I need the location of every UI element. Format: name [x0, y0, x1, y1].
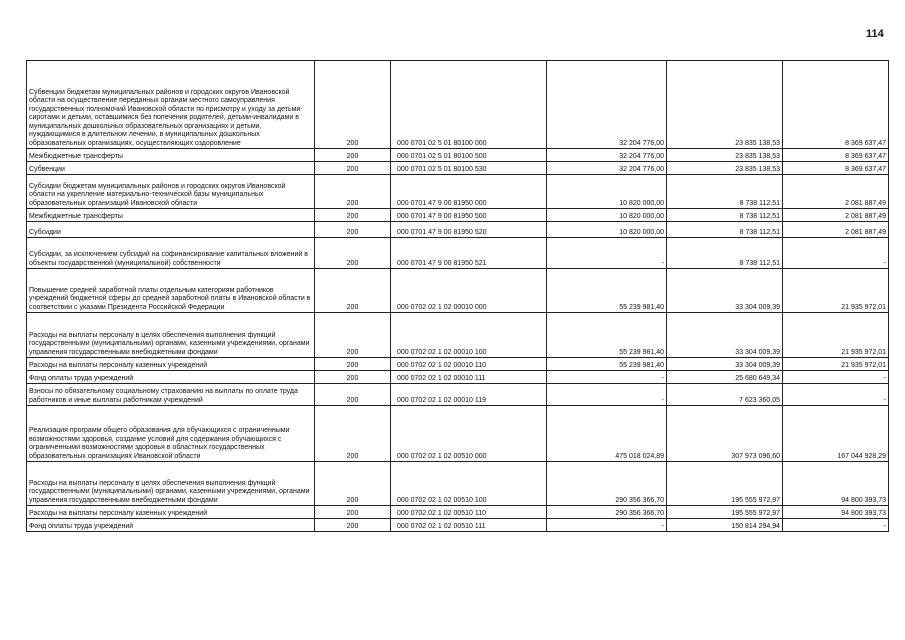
table-row — [27, 371, 889, 384]
table-row — [27, 519, 889, 532]
row-unexecuted: 94 800 393,73 — [783, 462, 889, 506]
row-unexecuted: 8 369 637,47 — [783, 162, 889, 175]
row-approved: 10 820 000,00 — [547, 209, 667, 222]
row-code: 200 — [315, 209, 391, 222]
table-row — [27, 238, 889, 269]
row-approved: 10 820 000,00 — [547, 222, 667, 238]
table-row — [27, 175, 889, 209]
row-executed: 33 304 009,39 — [667, 269, 783, 313]
table-row — [27, 269, 889, 313]
row-kbk: 000 0702 02 1 02 00010 100 — [391, 313, 547, 358]
row-code: 200 — [315, 506, 391, 519]
table-row — [27, 406, 889, 462]
row-code: 200 — [315, 358, 391, 371]
row-unexecuted: - — [783, 238, 889, 269]
row-name: Межбюджетные трансферты — [27, 149, 315, 162]
row-name: Межбюджетные трансферты — [27, 209, 315, 222]
row-approved: 290 356 366,70 — [547, 506, 667, 519]
row-kbk: 000 0701 47 9 00 81950 500 — [391, 209, 547, 222]
row-name: Расходы на выплаты персоналу в целях обеспечения выполнения функций государственными (муниципальными) органами, казенными учреждениями, органами управления государственными внебюджетными фондами — [27, 313, 315, 358]
row-kbk: 000 0701 02 5 01 80100 530 — [391, 162, 547, 175]
row-executed: 33 304 009,39 — [667, 358, 783, 371]
row-executed: 7 623 360,05 — [667, 384, 783, 406]
row-approved: 475 018 024,89 — [547, 406, 667, 462]
row-approved: - — [547, 238, 667, 269]
row-executed: 195 555 972,97 — [667, 506, 783, 519]
row-code: 200 — [315, 149, 391, 162]
row-code: 200 — [315, 238, 391, 269]
row-executed: 23 835 138,53 — [667, 149, 783, 162]
row-code: 200 — [315, 222, 391, 238]
row-approved: 10 820 000,00 — [547, 175, 667, 209]
row-unexecuted: - — [783, 384, 889, 406]
table-row — [27, 61, 889, 149]
row-approved: 32 204 776,00 — [547, 162, 667, 175]
row-code: 200 — [315, 313, 391, 358]
row-unexecuted: 8 369 637,47 — [783, 149, 889, 162]
row-unexecuted: 2 081 887,49 — [783, 209, 889, 222]
row-executed: 150 814 294,94 — [667, 519, 783, 532]
row-approved: - — [547, 384, 667, 406]
row-kbk: 000 0701 02 5 01 80100 500 — [391, 149, 547, 162]
row-kbk: 000 0701 47 9 00 81950 521 — [391, 238, 547, 269]
row-name: Расходы на выплаты персоналу казенных учреждений — [27, 506, 315, 519]
row-kbk: 000 0701 47 9 00 81950 520 — [391, 222, 547, 238]
row-approved: 290 356 366,70 — [547, 462, 667, 506]
row-name: Субсидии бюджетам муниципальных районов и городских округов Ивановской области на укрепление материально-технической базы муниципальных образовательных организаций Ивановской области — [27, 175, 315, 209]
row-name: Реализация программ общего образования для обучающихся с ограниченными возможностями здоровья, создание условий для содержания обучающихся с ограниченными возможностями здоровья в областных государственных образовательных организациях Ивановской области — [27, 406, 315, 462]
row-code: 200 — [315, 519, 391, 532]
row-name: Субсидии — [27, 222, 315, 238]
table-row — [27, 222, 889, 238]
row-name: Субсидии, за исключением субсидий на софинансирование капитальных вложений в объекты государственной (муниципальной) собственности — [27, 238, 315, 269]
row-approved: 55 239 981,40 — [547, 269, 667, 313]
table-row — [27, 506, 889, 519]
row-kbk: 000 0702 02 1 02 00510 110 — [391, 506, 547, 519]
row-kbk: 000 0701 02 5 01 80100 000 — [391, 61, 547, 149]
row-name: Расходы на выплаты персоналу казенных учреждений — [27, 358, 315, 371]
row-executed: 307 973 096,60 — [667, 406, 783, 462]
row-unexecuted: - — [783, 519, 889, 532]
row-kbk: 000 0701 47 9 00 81950 000 — [391, 175, 547, 209]
row-kbk: 000 0702 02 1 02 00010 119 — [391, 384, 547, 406]
table-row — [27, 162, 889, 175]
row-kbk: 000 0702 02 1 02 00010 111 — [391, 371, 547, 384]
row-unexecuted: 21 935 972,01 — [783, 269, 889, 313]
row-unexecuted: 94 800 393,73 — [783, 506, 889, 519]
row-kbk: 000 0702 02 1 02 00510 111 — [391, 519, 547, 532]
table-row — [27, 313, 889, 358]
row-unexecuted: 21 935 972,01 — [783, 358, 889, 371]
row-executed: 33 304 009,39 — [667, 313, 783, 358]
row-name: Субвенции бюджетам муниципальных районов и городских округов Ивановской области на осуществление переданных органам местного самоуправления государственных полномочий Ивановской области по присмотру и уходу за детьми-сиротами и детьми, оставшимися без попечения родителей, детьми-инвалидами в муниципальных дошкольных образовательных организациях и детьми, нуждающимися в длительном лечении, в муниципальных дошкольных образовательных организациях, осуществляющих оздоровление — [27, 61, 315, 149]
row-name: Расходы на выплаты персоналу в целях обеспечения выполнения функций государственными (муниципальными) органами, казенными учреждениями, органами управления государственными внебюджетными фондами — [27, 462, 315, 506]
table-row — [27, 462, 889, 506]
row-approved: 32 204 776,00 — [547, 149, 667, 162]
row-unexecuted: - — [783, 371, 889, 384]
row-name: Повышение средней заработной платы отдельным категориям работников учреждений бюджетной сферы до средней заработной платы в Ивановской области в соответствии с указами Президента Российской Федерации — [27, 269, 315, 313]
row-code: 200 — [315, 384, 391, 406]
table-row — [27, 358, 889, 371]
row-code: 200 — [315, 175, 391, 209]
row-unexecuted: 167 044 928,29 — [783, 406, 889, 462]
row-kbk: 000 0702 02 1 02 00510 000 — [391, 406, 547, 462]
row-kbk: 000 0702 02 1 02 00010 110 — [391, 358, 547, 371]
table-row — [27, 209, 889, 222]
row-code: 200 — [315, 61, 391, 149]
row-name: Взносы по обязательному социальному страхованию на выплаты по оплате труда работников и иные выплаты работникам учреждений — [27, 384, 315, 406]
row-approved: - — [547, 371, 667, 384]
table-row — [27, 149, 889, 162]
row-executed: 8 738 112,51 — [667, 238, 783, 269]
row-executed: 8 738 112,51 — [667, 222, 783, 238]
row-unexecuted: 2 081 887,49 — [783, 175, 889, 209]
page-number: 114 — [866, 28, 884, 40]
row-executed: 8 738 112,51 — [667, 175, 783, 209]
row-name: Фонд оплаты труда учреждений — [27, 371, 315, 384]
row-code: 200 — [315, 162, 391, 175]
row-kbk: 000 0702 02 1 02 00510 100 — [391, 462, 547, 506]
row-code: 200 — [315, 269, 391, 313]
table-row — [27, 384, 889, 406]
row-executed: 23 835 138,53 — [667, 61, 783, 149]
row-name: Субвенции — [27, 162, 315, 175]
row-unexecuted: 8 369 637,47 — [783, 61, 889, 149]
row-approved: 32 204 776,00 — [547, 61, 667, 149]
row-approved: 55 239 981,40 — [547, 313, 667, 358]
budget-table-body — [27, 61, 889, 532]
row-executed: 25 680 649,34 — [667, 371, 783, 384]
row-executed: 23 835 138,53 — [667, 162, 783, 175]
row-approved: - — [547, 519, 667, 532]
row-executed: 195 555 972,97 — [667, 462, 783, 506]
row-name: Фонд оплаты труда учреждений — [27, 519, 315, 532]
row-code: 200 — [315, 371, 391, 384]
row-code: 200 — [315, 406, 391, 462]
budget-table — [26, 60, 889, 532]
row-approved: 55 239 981,40 — [547, 358, 667, 371]
row-kbk: 000 0702 02 1 02 00010 000 — [391, 269, 547, 313]
row-executed: 8 738 112,51 — [667, 209, 783, 222]
row-code: 200 — [315, 462, 391, 506]
row-unexecuted: 21 935 972,01 — [783, 313, 889, 358]
row-unexecuted: 2 081 887,49 — [783, 222, 889, 238]
